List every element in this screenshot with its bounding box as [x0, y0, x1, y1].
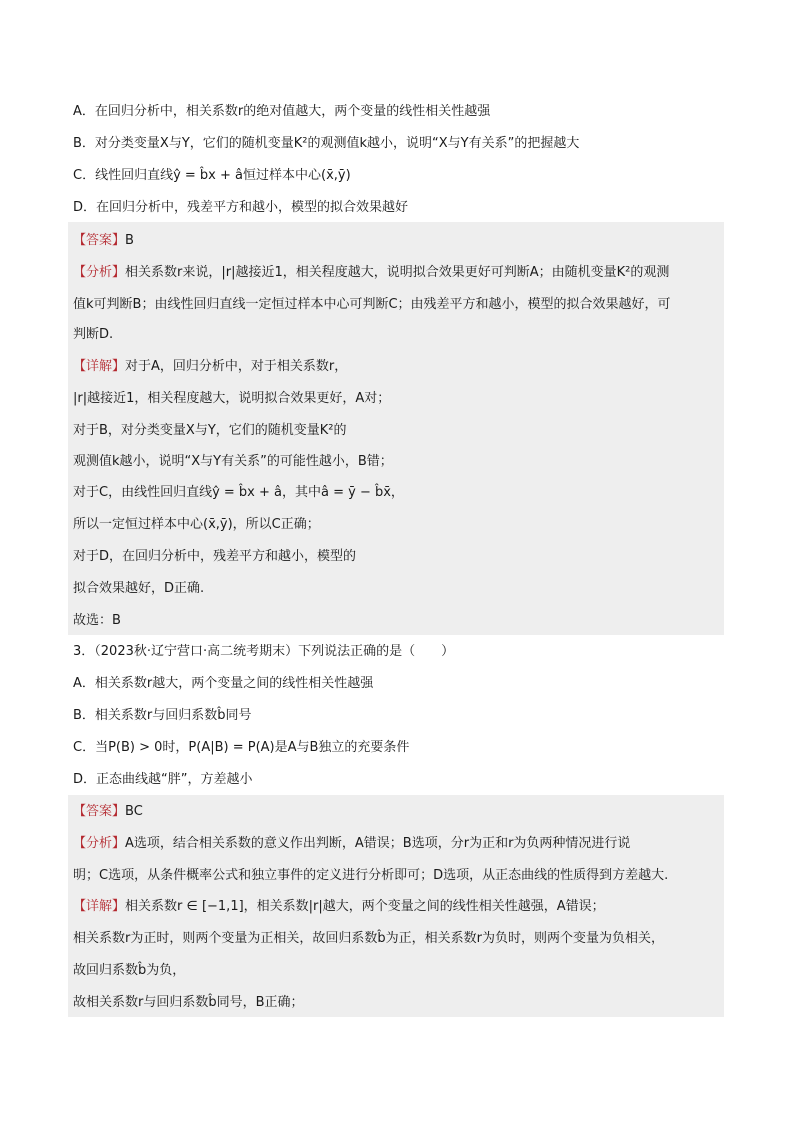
detail-tag: 【详解】: [73, 359, 126, 374]
q2-analysis-line-3: 判断D.: [73, 327, 114, 342]
q3-option-c: C．当P(B) > 0时，P(A|B) = P(A)是A与B独立的充要条件: [73, 740, 410, 755]
answer-value: BC: [125, 804, 143, 819]
analysis-text: 相关系数r来说，|r|越接近1，相关程度越大，说明拟合效果更好可判断A；由随机变量K²的观测: [125, 265, 670, 280]
q2-answer-line: [73, 231, 723, 251]
q2-detail-line-3: 对于B，对分类变量X与Y，它们的随机变量K²的: [73, 423, 347, 438]
q3-detail-line-4: 故相关系数r与回归系数b̂同号，B正确；: [73, 995, 304, 1010]
analysis-tag: 【分析】: [73, 265, 126, 280]
analysis-tag: 【分析】: [73, 836, 126, 851]
q2-choose-line: 故选：B: [73, 613, 121, 628]
q2-option-d: D．在回归分析中，残差平方和越小，模型的拟合效果越好: [73, 200, 409, 215]
q2-analysis-line-1: [73, 263, 723, 283]
answer-value: B: [125, 233, 134, 248]
detail-tag: 【详解】: [73, 899, 126, 914]
q2-detail-line-1: [73, 357, 723, 377]
q3-analysis-line-2: 明；C选项，从条件概率公式和独立事件的定义进行分析即可；D选项，从正态曲线的性质得到方差越大.: [73, 868, 669, 883]
detail-text: 对于A，回归分析中，对于相关系数r，: [125, 359, 348, 374]
q2-detail-line-8: 拟合效果越好，D正确.: [73, 581, 205, 596]
answer-tag: 【答案】: [73, 804, 126, 819]
q3-answer-line: [73, 802, 723, 822]
q2-option-a: A．在回归分析中，相关系数r的绝对值越大，两个变量的线性相关性越强: [73, 104, 491, 119]
q3-option-b: B．相关系数r与回归系数b̂同号: [73, 708, 252, 723]
q2-detail-line-7: 对于D，在回归分析中，残差平方和越小，模型的: [73, 549, 357, 564]
analysis-text: A选项，结合相关系数的意义作出判断，A错误；B选项，分r为正和r为负两种情况进行说: [125, 836, 631, 851]
q3-option-d: D．正态曲线越“胖”，方差越小: [73, 772, 253, 787]
q3-stem: 3．（2023秋·辽宁营口·高二统考期末）下列说法正确的是（ ）: [73, 644, 455, 659]
q2-detail-line-4: 观测值k越小，说明“X与Y有关系”的可能性越小，B错；: [73, 454, 393, 469]
q3-detail-line-1: [73, 897, 723, 917]
q3-detail-line-3: 故回归系数b̂为负，: [73, 963, 186, 978]
q2-option-b: B．对分类变量X与Y，它们的随机变量K²的观测值k越小，说明“X与Y有关系”的把握越大: [73, 136, 580, 151]
answer-tag: 【答案】: [73, 233, 126, 248]
q2-detail-line-2: |r|越接近1，相关程度越大，说明拟合效果更好，A对；: [73, 391, 391, 406]
q2-option-c: C．线性回归直线ŷ = b̂x + â恒过样本中心(x̄,ȳ): [73, 168, 351, 183]
q3-analysis-line-1: [73, 834, 723, 854]
q3-option-a: A．相关系数r越大，两个变量之间的线性相关性越强: [73, 676, 374, 691]
detail-text: 相关系数r ∈ [−1,1]，相关系数|r|越大，两个变量之间的线性相关性越强，A错误；: [125, 899, 605, 914]
q3-detail-line-2: 相关系数r为正时，则两个变量为正相关，故回归系数b̂为正，相关系数r为负时，则两个变量为负相关，: [73, 931, 664, 946]
q2-detail-line-6: 所以一定恒过样本中心(x̄,ȳ)，所以C正确；: [73, 517, 320, 532]
q2-detail-line-5: 对于C，由线性回归直线ŷ = b̂x + â，其中â = ȳ − b̂x̄，: [73, 485, 404, 500]
q2-analysis-line-2: 值k可判断B；由线性回归直线一定恒过样本中心可判断C；由残差平方和越小，模型的拟合效果越好，可: [73, 297, 671, 312]
